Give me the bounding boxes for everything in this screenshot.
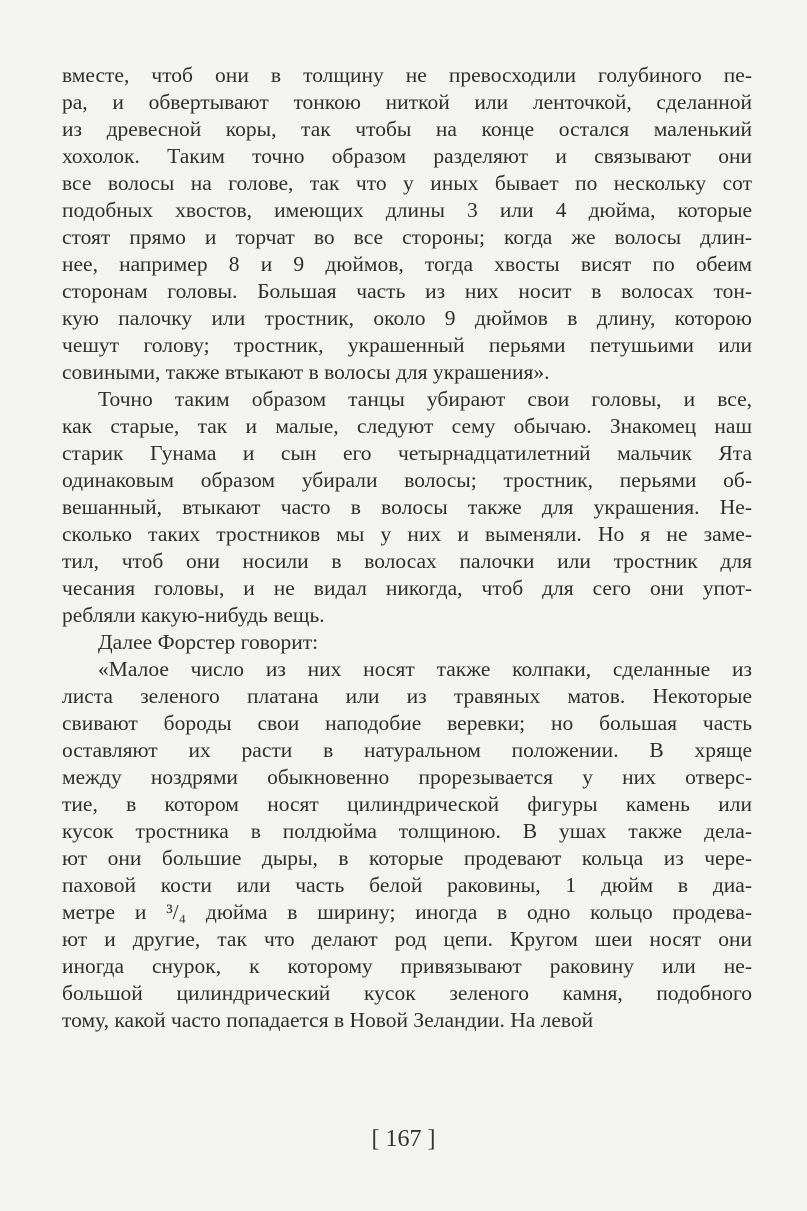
text-line: паховой кости или часть белой раковины, 1 дюйм в диа- bbox=[62, 873, 752, 897]
body-text bbox=[62, 62, 752, 1034]
text-line: тому, какой часто попадается в Новой Зеландии. На левой bbox=[62, 1008, 594, 1032]
text-line: кусок тростника в полдюйма толщиною. В ушах также дела- bbox=[62, 819, 752, 843]
text-line: подобных хвостов, имеющих длины 3 или 4 дюйма, которые bbox=[62, 198, 752, 222]
text-line: все волосы на голове, так что у иных бывает по нескольку сот bbox=[62, 171, 752, 195]
paragraph bbox=[62, 629, 752, 656]
text-line: ют и другие, так что делают род цепи. Кругом шеи носят они bbox=[62, 927, 752, 951]
text-line: вместе, чтоб они в толщину не превосходили голубиного пе- bbox=[62, 63, 752, 87]
text-line: между ноздрями обыкновенно прорезывается у них отверс- bbox=[62, 765, 752, 789]
text-line: кую палочку или тростник, около 9 дюймов в длину, которою bbox=[62, 306, 752, 330]
text-line: ра, и обвертывают тонкою ниткой или ленточкой, сделанной bbox=[62, 90, 752, 114]
paragraph bbox=[62, 62, 752, 386]
text-line: стоят прямо и торчат во все стороны; когда же волосы длин- bbox=[62, 225, 752, 249]
text-line: сторонам головы. Большая часть из них носит в волосах тон- bbox=[62, 279, 752, 303]
text-line: иногда снурок, к которому привязывают раковину или не- bbox=[62, 954, 752, 978]
text-line: из древесной коры, так чтобы на конце остался маленький bbox=[62, 117, 752, 141]
text-line: листа зеленого платана или из травяных матов. Некоторые bbox=[62, 684, 752, 708]
text-line: метре и ³/₄ дюйма в ширину; иногда в одно кольцо продева- bbox=[62, 900, 752, 924]
text-line: большой цилиндрический кусок зеленого камня, подобного bbox=[62, 981, 752, 1005]
text-line: свивают бороды свои наподобие веревки; но большая часть bbox=[62, 711, 752, 735]
text-line: тил, чтоб они носили в волосах палочки или тростник для bbox=[62, 549, 752, 573]
text-line: тие, в котором носят цилиндрической фигуры камень или bbox=[62, 792, 752, 816]
text-line: оставляют их расти в натуральном положении. В хряще bbox=[62, 738, 752, 762]
text-line: чесания головы, и не видал никогда, чтоб для сего они упот- bbox=[62, 576, 752, 600]
text-line: нее, например 8 и 9 дюймов, тогда хвосты висят по обеим bbox=[62, 252, 752, 276]
text-line: Точно таким образом танцы убирают свои головы, и все, bbox=[98, 387, 752, 411]
text-line: вешанный, втыкают часто в волосы также для украшения. Не- bbox=[62, 495, 752, 519]
text-line: одинаковым образом убирали волосы; тростник, перьями об- bbox=[62, 468, 752, 492]
text-line: сколько таких тростников мы у них и выменяли. Но я не заме- bbox=[62, 522, 752, 546]
text-line: старик Гунама и сын его четырнадцатилетний мальчик Ята bbox=[62, 441, 752, 465]
text-line: Далее Форстер говорит: bbox=[98, 630, 319, 654]
page-number: [ 167 ] bbox=[371, 1126, 436, 1152]
text-line: совиными, также втыкают в волосы для украшения». bbox=[62, 360, 550, 384]
text-line: чешут голову; тростник, украшенный перьями петушьими или bbox=[62, 333, 752, 357]
text-line: хохолок. Таким точно образом разделяют и связывают они bbox=[62, 144, 752, 168]
text-line: ют они большие дыры, в которые продевают кольца из чере- bbox=[62, 846, 752, 870]
text-line: «Малое число из них носят также колпаки, сделанные из bbox=[98, 657, 752, 681]
text-line: ребляли какую-нибудь вещь. bbox=[62, 603, 325, 627]
text-line: как старые, так и малые, следуют сему обычаю. Знакомец наш bbox=[62, 414, 752, 438]
paragraph bbox=[62, 656, 752, 1034]
paragraph bbox=[62, 386, 752, 629]
